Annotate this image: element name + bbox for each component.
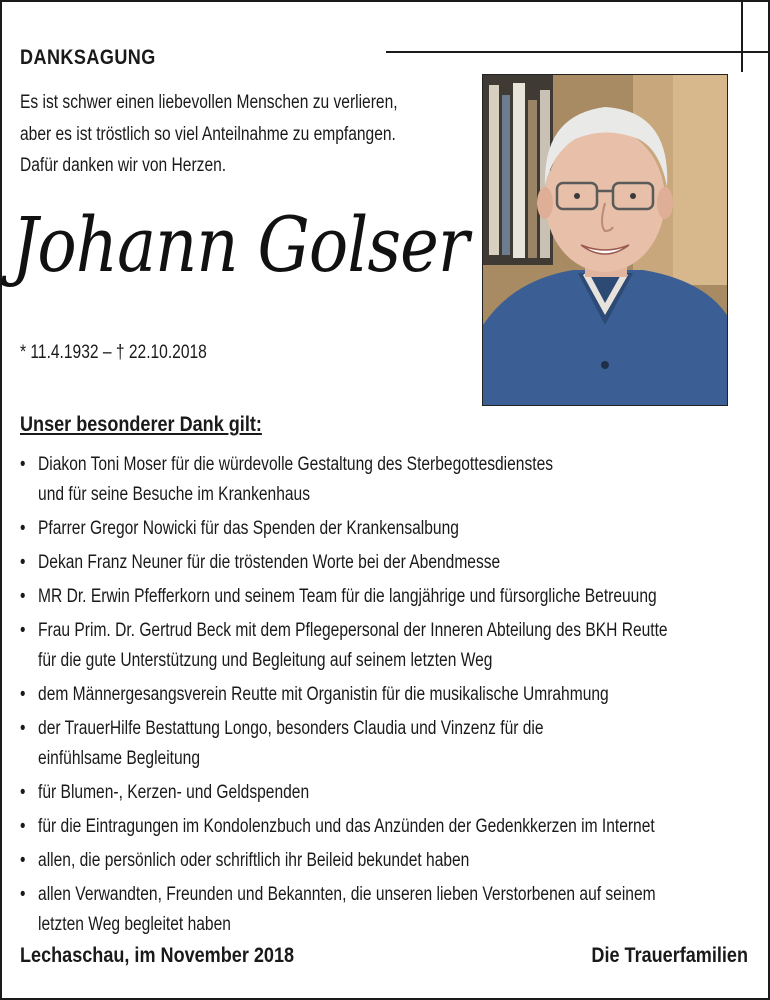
list-item [20,616,725,676]
list-item-line: allen Verwandten, Freunden und Bekannten, die unseren lieben Verstorbenen auf seinem [38,884,656,905]
list-item-line: allen, die persönlich oder schriftlich ihr Beileid bekundet haben [38,850,470,871]
list-item-line: Pfarrer Gregor Nowicki für das Spenden der Krankensalbung [38,518,459,539]
list-item [20,714,725,774]
bullet: • [20,454,26,475]
bullet: • [20,684,26,705]
bullet: • [20,782,26,803]
list-item [20,778,725,808]
deceased-name: Johann Golser [12,200,469,289]
list-item [20,812,725,842]
list-item-line: für die gute Unterstützung und Begleitung auf seinem letzten Weg [38,650,493,671]
bullet: • [20,816,26,837]
life-dates: * 11.4.1932 – † 22.10.2018 [20,342,207,363]
portrait-photo [482,74,728,406]
intro-text [20,87,463,182]
bullet: • [20,586,26,607]
cross-vertical-line [741,2,743,72]
list-item-line: dem Männergesangsverein Reutte mit Organistin für die musikalische Umrahmung [38,684,609,705]
list-item [20,680,725,710]
list-item-line: für die Eintragungen im Kondolenzbuch und das Anzünden der Gedenkkerzen im Internet [38,816,655,837]
list-item-line: Frau Prim. Dr. Gertrud Beck mit dem Pflegepersonal der Inneren Abteilung des BKH Reutte [38,620,668,641]
thanks-list [20,450,725,944]
bullet: • [20,884,26,905]
list-item [20,846,725,876]
list-item-line: MR Dr. Erwin Pfefferkorn und seinem Team für die langjährige und fürsorgliche Betreuung [38,586,657,607]
list-item-line: letzten Weg begleitet haben [38,914,231,935]
list-item-line: der TrauerHilfe Bestattung Longo, besonders Claudia und Vinzenz für die [38,718,544,739]
intro-line: Es ist schwer einen liebevollen Menschen zu verlieren, [20,92,398,113]
list-item-line: Dekan Franz Neuner für die tröstenden Worte bei der Abendmesse [38,552,501,573]
list-item [20,514,725,544]
bullet: • [20,518,26,539]
list-item [20,548,725,578]
list-item [20,880,725,940]
list-item-line: und für seine Besuche im Krankenhaus [38,484,310,505]
intro-line: aber es ist tröstlich so viel Anteilnahme zu empfangen. [20,123,396,145]
bullet: • [20,850,26,871]
list-item-line: Diakon Toni Moser für die würdevolle Gestaltung des Sterbegottesdienstes [38,454,554,475]
signature: Die Trauerfamilien [591,944,748,967]
list-item [20,582,725,612]
bullet: • [20,620,26,641]
list-item-line: für Blumen-, Kerzen- und Geldspenden [38,782,310,803]
intro-line: Dafür danken wir von Herzen. [20,155,227,176]
list-item [20,450,725,510]
portrait-illustration [483,75,727,405]
bullet: • [20,718,26,739]
thanks-heading: Unser besonderer Dank gilt: [20,413,262,436]
list-item-line: einfühlsame Begleitung [38,748,201,769]
bullet: • [20,552,26,573]
cross-horizontal-line [386,51,770,53]
place-and-date: Lechaschau, im November 2018 [20,944,295,967]
page-title: DANKSAGUNG [20,46,156,69]
